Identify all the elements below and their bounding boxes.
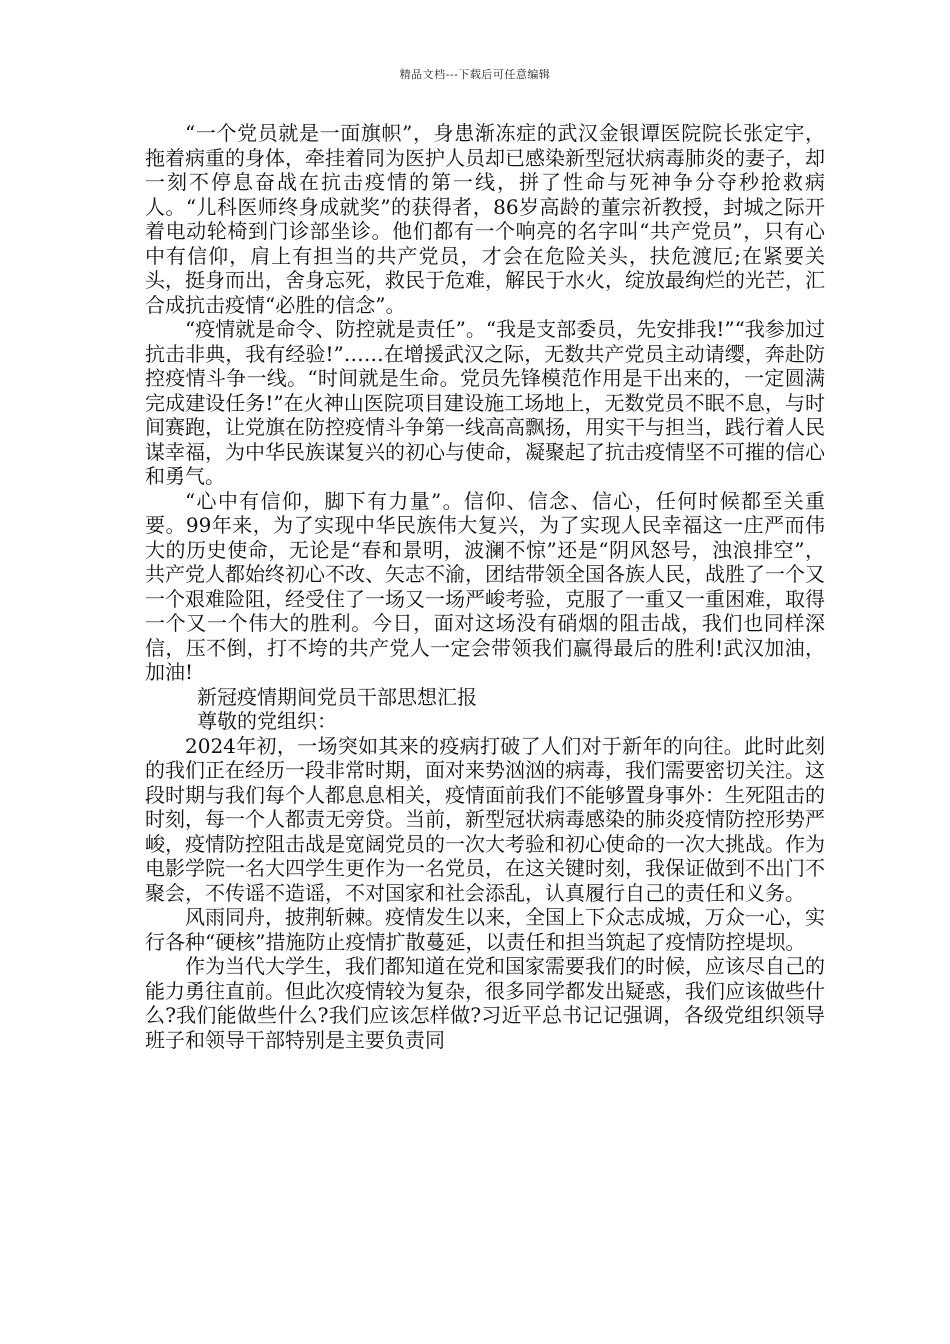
page-header-note: 精品文档---下载后可任意编辑 [399, 68, 551, 81]
section-title: 新冠疫情期间党员干部思想汇报 [197, 684, 477, 709]
salutation: 尊敬的党组织： [197, 709, 337, 733]
document-body [145, 121, 825, 1052]
paragraph-faith-strength: “心中有信仰，脚下有力量”。信仰、信念、信心，任何时候都至关重要。99年来，为了实现中华民族伟大复兴，为了实现人民幸福这一庄严而伟大的历史使命，无论是“春和景明，波澜不惊”还是“阴风怒号，浊浪排空”，共产党人都始终初心不改、矢志不渝，团结带领全国各族人民，战胜了一个又一个艰难险阻，经受住了一场又一场严峻考验，克服了一重又一重困难，取得一个又一个伟大的胜利。今日，面对这场没有硝烟的阻击战，我们也同样深信，压不倒，打不垮的共产党人一定会带领我们赢得最后的胜利!武汉加油，加油! [145, 488, 825, 684]
paragraph-party-member-banner: “一个党员就是一面旗帜”，身患渐冻症的武汉金银谭医院院长张定宇，拖着病重的身体，牵挂着同为医护人员却已感染新型冠状病毒肺炎的妻子，却一刻不停息奋战在抗击疫情的第一线，拼了性命与死神争分夺秒抢救病人。“儿科医师终身成就奖”的获得者，86岁高龄的董宗祈教授，封城之际开着电动轮椅到门诊部坐诊。他们都有一个响亮的名字叫“共产党员”，只有心中有信仰，肩上有担当的共产党员，才会在危险关头，扶危渡厄;在紧要关头，挺身而出，舍身忘死，救民于危难，解民于水火，绽放最绚烂的光芒，汇合成抗击疫情“必胜的信念”。 [145, 121, 825, 317]
paragraph-epidemic-command: “疫情就是命令、防控就是责任”。“我是支部委员，先安排我!”“我参加过抗击非典，我有经验!”……在增援武汉之际，无数共产党员主动请缨，奔赴防控疫情斗争一线。“时间就是生命。党员先锋模范作用是干出来的，一定圆满完成建设任务!”在火神山医院项目建设施工场地上，无数党员不眠不息，与时间赛跑，让党旗在防控疫情斗争第一线高高飘扬，用实干与担当，践行着人民谋幸福，为中华民族谋复兴的初心与使命，凝聚起了抗击疫情坚不可摧的信心和勇气。 [145, 317, 825, 488]
paragraph-unity: 风雨同舟，披荆斩棘。疫情发生以来，全国上下众志成城，万众一心，实行各种“硬核”措施防止疫情扩散蔓延，以责任和担当筑起了疫情防控堤坝。 [145, 905, 825, 954]
paragraph-college-students: 作为当代大学生，我们都知道在党和国家需要我们的时候，应该尽自己的能力勇往直前。但此次疫情较为复杂，很多同学都发出疑惑，我们应该做些什么?我们能做些什么?我们应该怎样做?习近平总书记记强调，各级党组织领导班子和领导干部特别是主要负责同 [145, 954, 825, 1052]
paragraph-2024-outbreak: 2024年初，一场突如其来的疫病打破了人们对于新年的向往。此时此刻的我们正在经历一段非常时期，面对来势汹汹的病毒，我们需要密切关注。这段时期与我们每个人都息息相关，疫情面前我们不能够置身事外：生死阻击的时刻，每一个人都责无旁贷。当前，新型冠状病毒感染的肺炎疫情防控形势严峻，疫情防控阻击战是宽阔党员的一次大考验和初心使命的一次大挑战。作为电影学院一名大四学生更作为一名党员，在这关键时刻，我保证做到不出门不聚会，不传谣不造谣，不对国家和社会添乱，认真履行自己的责任和义务。 [145, 733, 825, 905]
